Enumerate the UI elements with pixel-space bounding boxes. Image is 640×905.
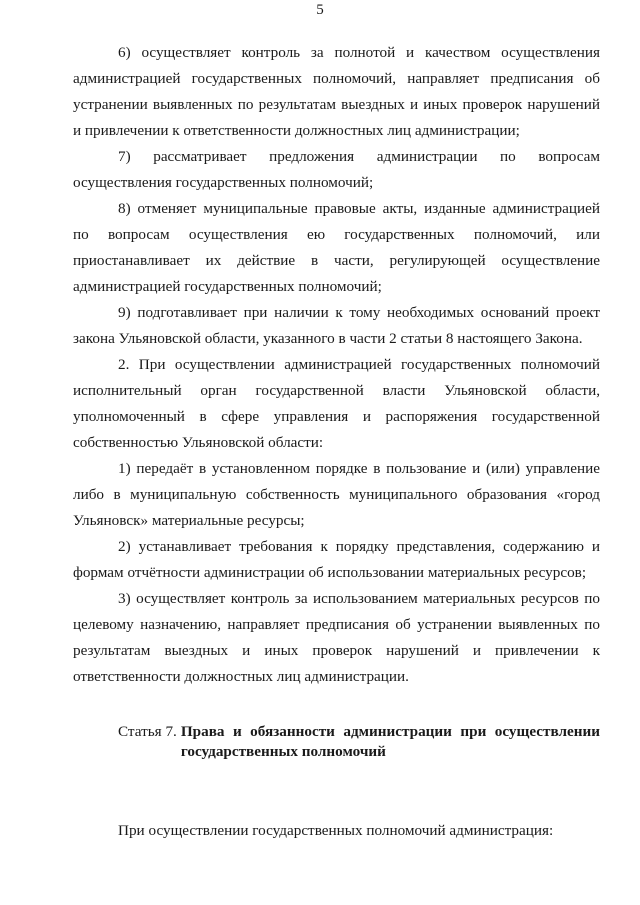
paragraph-item-6: 6) осуществляет контроль за полнотой и качеством осуществления администрацией государственных полномочий, направляет предписания об устранении выявленных по результатам выездных и иных проверок нарушений и привлечении к ответственности должностных лиц администрации; (73, 44, 600, 139)
paragraph-item-9: 9) подготавливает при наличии к тому необходимых оснований проект закона Ульяновской области, указанного в части 2 статьи 8 настоящего Закона. (73, 304, 600, 347)
paragraph-part-2-item-2: 2) устанавливает требования к порядку представления, содержанию и формам отчётности администрации об использовании материальных ресурсов; (73, 538, 600, 581)
paragraph-item-7: 7) рассматривает предложения администрации по вопросам осуществления государственных полномочий; (73, 148, 600, 191)
article-heading (118, 722, 600, 762)
paragraph-item-8: 8) отменяет муниципальные правовые акты, изданные администрацией по вопросам осуществления ею государственных полномочий, или приостанавливает их действие в части, регулирующей осуществление администрацией государственных полномочий; (73, 200, 600, 295)
article-title: Права и обязанности администрации при осуществлении государственных полномочий (180, 723, 600, 760)
paragraph-part-2: 2. При осуществлении администрацией государственных полномочий исполнительный орган государственной власти Ульяновской области, уполномоченный в сфере управления и распоряжения государственной собственностью Ульяновской области: (73, 356, 600, 451)
closing-paragraph: При осуществлении государственных полномочий администрация: (118, 822, 554, 839)
article-label: Статья 7. (118, 723, 177, 740)
document-body (73, 40, 600, 844)
page-number: 5 (316, 2, 324, 18)
paragraph-part-2-item-1: 1) передаёт в установленном порядке в пользование и (или) управление либо в муниципальную собственность муниципального образования «город Ульяновск» материальные ресурсы; (73, 460, 600, 529)
paragraph-part-2-item-3: 3) осуществляет контроль за использованием материальных ресурсов по целевому назначению, направляет предписания об устранении выявленных по результатам выездных и иных проверок нарушений и привлечении к ответственности должностных лиц администрации. (73, 590, 600, 685)
